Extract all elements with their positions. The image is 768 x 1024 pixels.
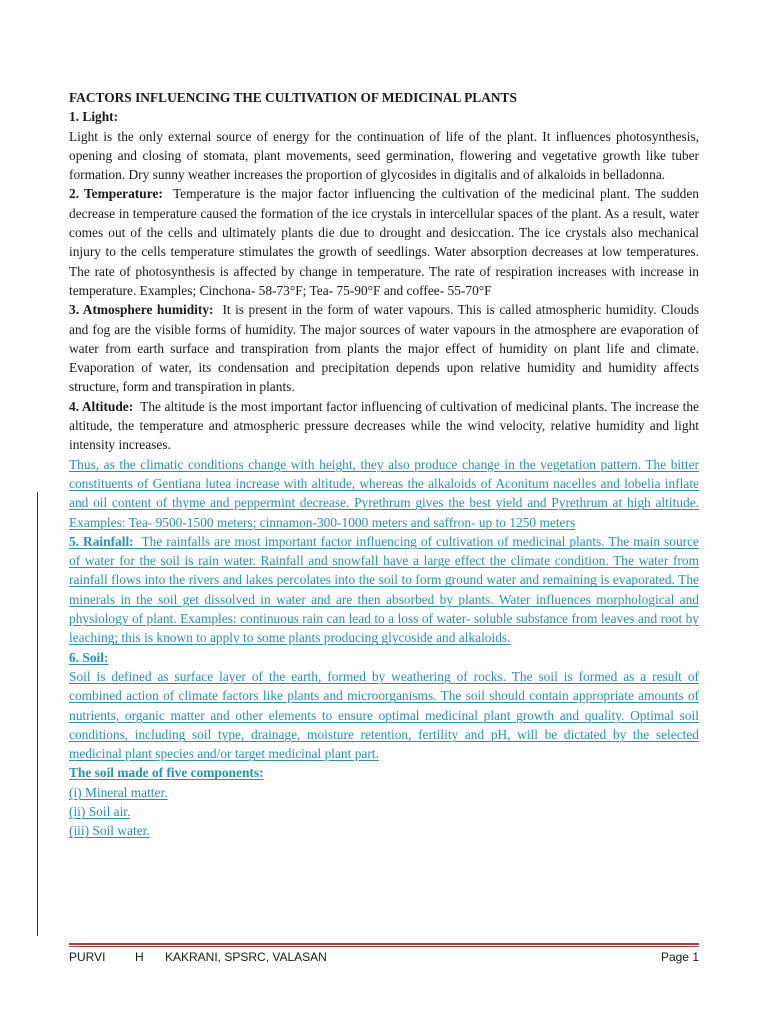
soil-component-item: (iii) Soil water.	[69, 823, 150, 839]
section-heading-light: 1. Light:	[69, 109, 119, 125]
section-heading-temperature: 2. Temperature:	[69, 186, 163, 202]
section-temperature	[69, 184, 699, 300]
footer-page-number: Page 1	[660, 950, 699, 964]
section-body-altitude-revised: Thus, as the climatic conditions change with height, they also produce change in the vegetation pattern. The bitter constituents of Gentiana lutea increase with altitude, whereas the alkaloids of Aconitum nacelles and lobelia inflate and oil content of thyme and peppermint decrease. Pyrethrum gives the best yield and Pyrethrum at high altitude. Examples: Tea- 9500-1500 meters; cinnamon-300-1000 meters and saffron- up to 1250 meters	[69, 456, 699, 530]
footer-initial: H	[135, 950, 144, 964]
section-body-humidity: It is present in the form of water vapours. This is called atmospheric humidity. Clouds and fog are the visible forms of humidity. The major sources of water vapours in the atmosphere are evaporation of water from earth surface and transpiration from plants the major effect of humidity on plant life and climate. Evaporation of water, its condensation and precipitation depends upon relative humidity and humidity affects structure, form and transpiration in plants.	[69, 302, 699, 395]
section-humidity	[69, 300, 699, 396]
soil-components-heading: The soil made of five components:	[69, 765, 264, 781]
page-title: FACTORS INFLUENCING THE CULTIVATION OF MEDICINAL PLANTS	[69, 90, 517, 105]
section-heading-soil: 6. Soil:	[69, 649, 109, 665]
section-rainfall	[69, 532, 699, 648]
change-bar	[37, 492, 38, 936]
section-heading-rainfall: 5. Rainfall:	[69, 533, 134, 549]
soil-component-item: (ii) Soil air.	[69, 803, 131, 819]
footer-institution: KAKRANI, SPSRC, VALASAN	[165, 950, 327, 964]
footer-rule-thin	[69, 946, 699, 947]
page-footer	[69, 950, 699, 966]
footer-author: PURVI	[69, 950, 106, 964]
section-body-light: Light is the only external source of energy for the continuation of life of the plant. It influences photosynthesis, opening and closing of stomata, plant movements, seed germination, flowering and vegetative growth like tuber formation. Dry sunny weather increases the proportion of glycosides in digitalis and of alkaloids in belladonna.	[69, 128, 699, 183]
document-body	[69, 88, 699, 841]
section-body-rainfall: The rainfalls are most important factor influencing of cultivation of medicinal plants. The main source of water for the soil is rain water. Rainfall and snowfall have a large effect the climate condition. The water from rainfall flows into the rivers and lakes percolates into the soil to form ground water and remaining is evaporated. The minerals in the soil get dissolved in water and are then absorbed by plants. Water influences morphological and physiology of plant. Examples: continuous rain can lead to a loss of water- soluble substance from leaves and root by leaching; this is known to apply to some plants producing glycoside and alkaloids.	[69, 533, 699, 646]
section-body-soil: Soil is defined as surface layer of the earth, formed by weathering of rocks. The soil is formed as a result of combined action of climate factors like plants and microorganisms. The soil should contain appropriate amounts of nutrients, organic matter and other elements to ensure optimal medicinal plant growth and quality. Optimal soil conditions, including soil type, drainage, moisture retention, fertility and pH, will be dictated by the selected medicinal plant species and/or target medicinal plant part.	[69, 668, 699, 762]
section-body-altitude: The altitude is the most important factor influencing of cultivation of medicinal plants. The increase the altitude, the temperature and atmospheric pressure decreases while the wind velocity, relative humidity and light intensity increases.	[69, 398, 699, 453]
footer-rule	[69, 943, 699, 945]
section-heading-altitude: 4. Altitude:	[69, 398, 134, 414]
section-body-temperature: Temperature is the major factor influencing the cultivation of the medicinal plant. The sudden decrease in temperature caused the formation of the ice crystals in intercellular spaces of the plant. As a result, water comes out of the cells and ultimately plants die due to drought and desiccation. The ice crystals also mechanical injury to the cells temperature stimulates the growth of seedlings. Water absorption decreases at low temperatures. The rate of photosynthesis is affected by change in temperature. The rate of respiration increases with increase in temperature. Examples; Cinchona- 58-73°F; Tea- 75-90°F and coffee- 55-70°F	[69, 186, 699, 298]
soil-component-item: (i) Mineral matter.	[69, 784, 168, 800]
section-altitude	[69, 397, 699, 455]
section-heading-humidity: 3. Atmosphere humidity:	[69, 302, 214, 318]
